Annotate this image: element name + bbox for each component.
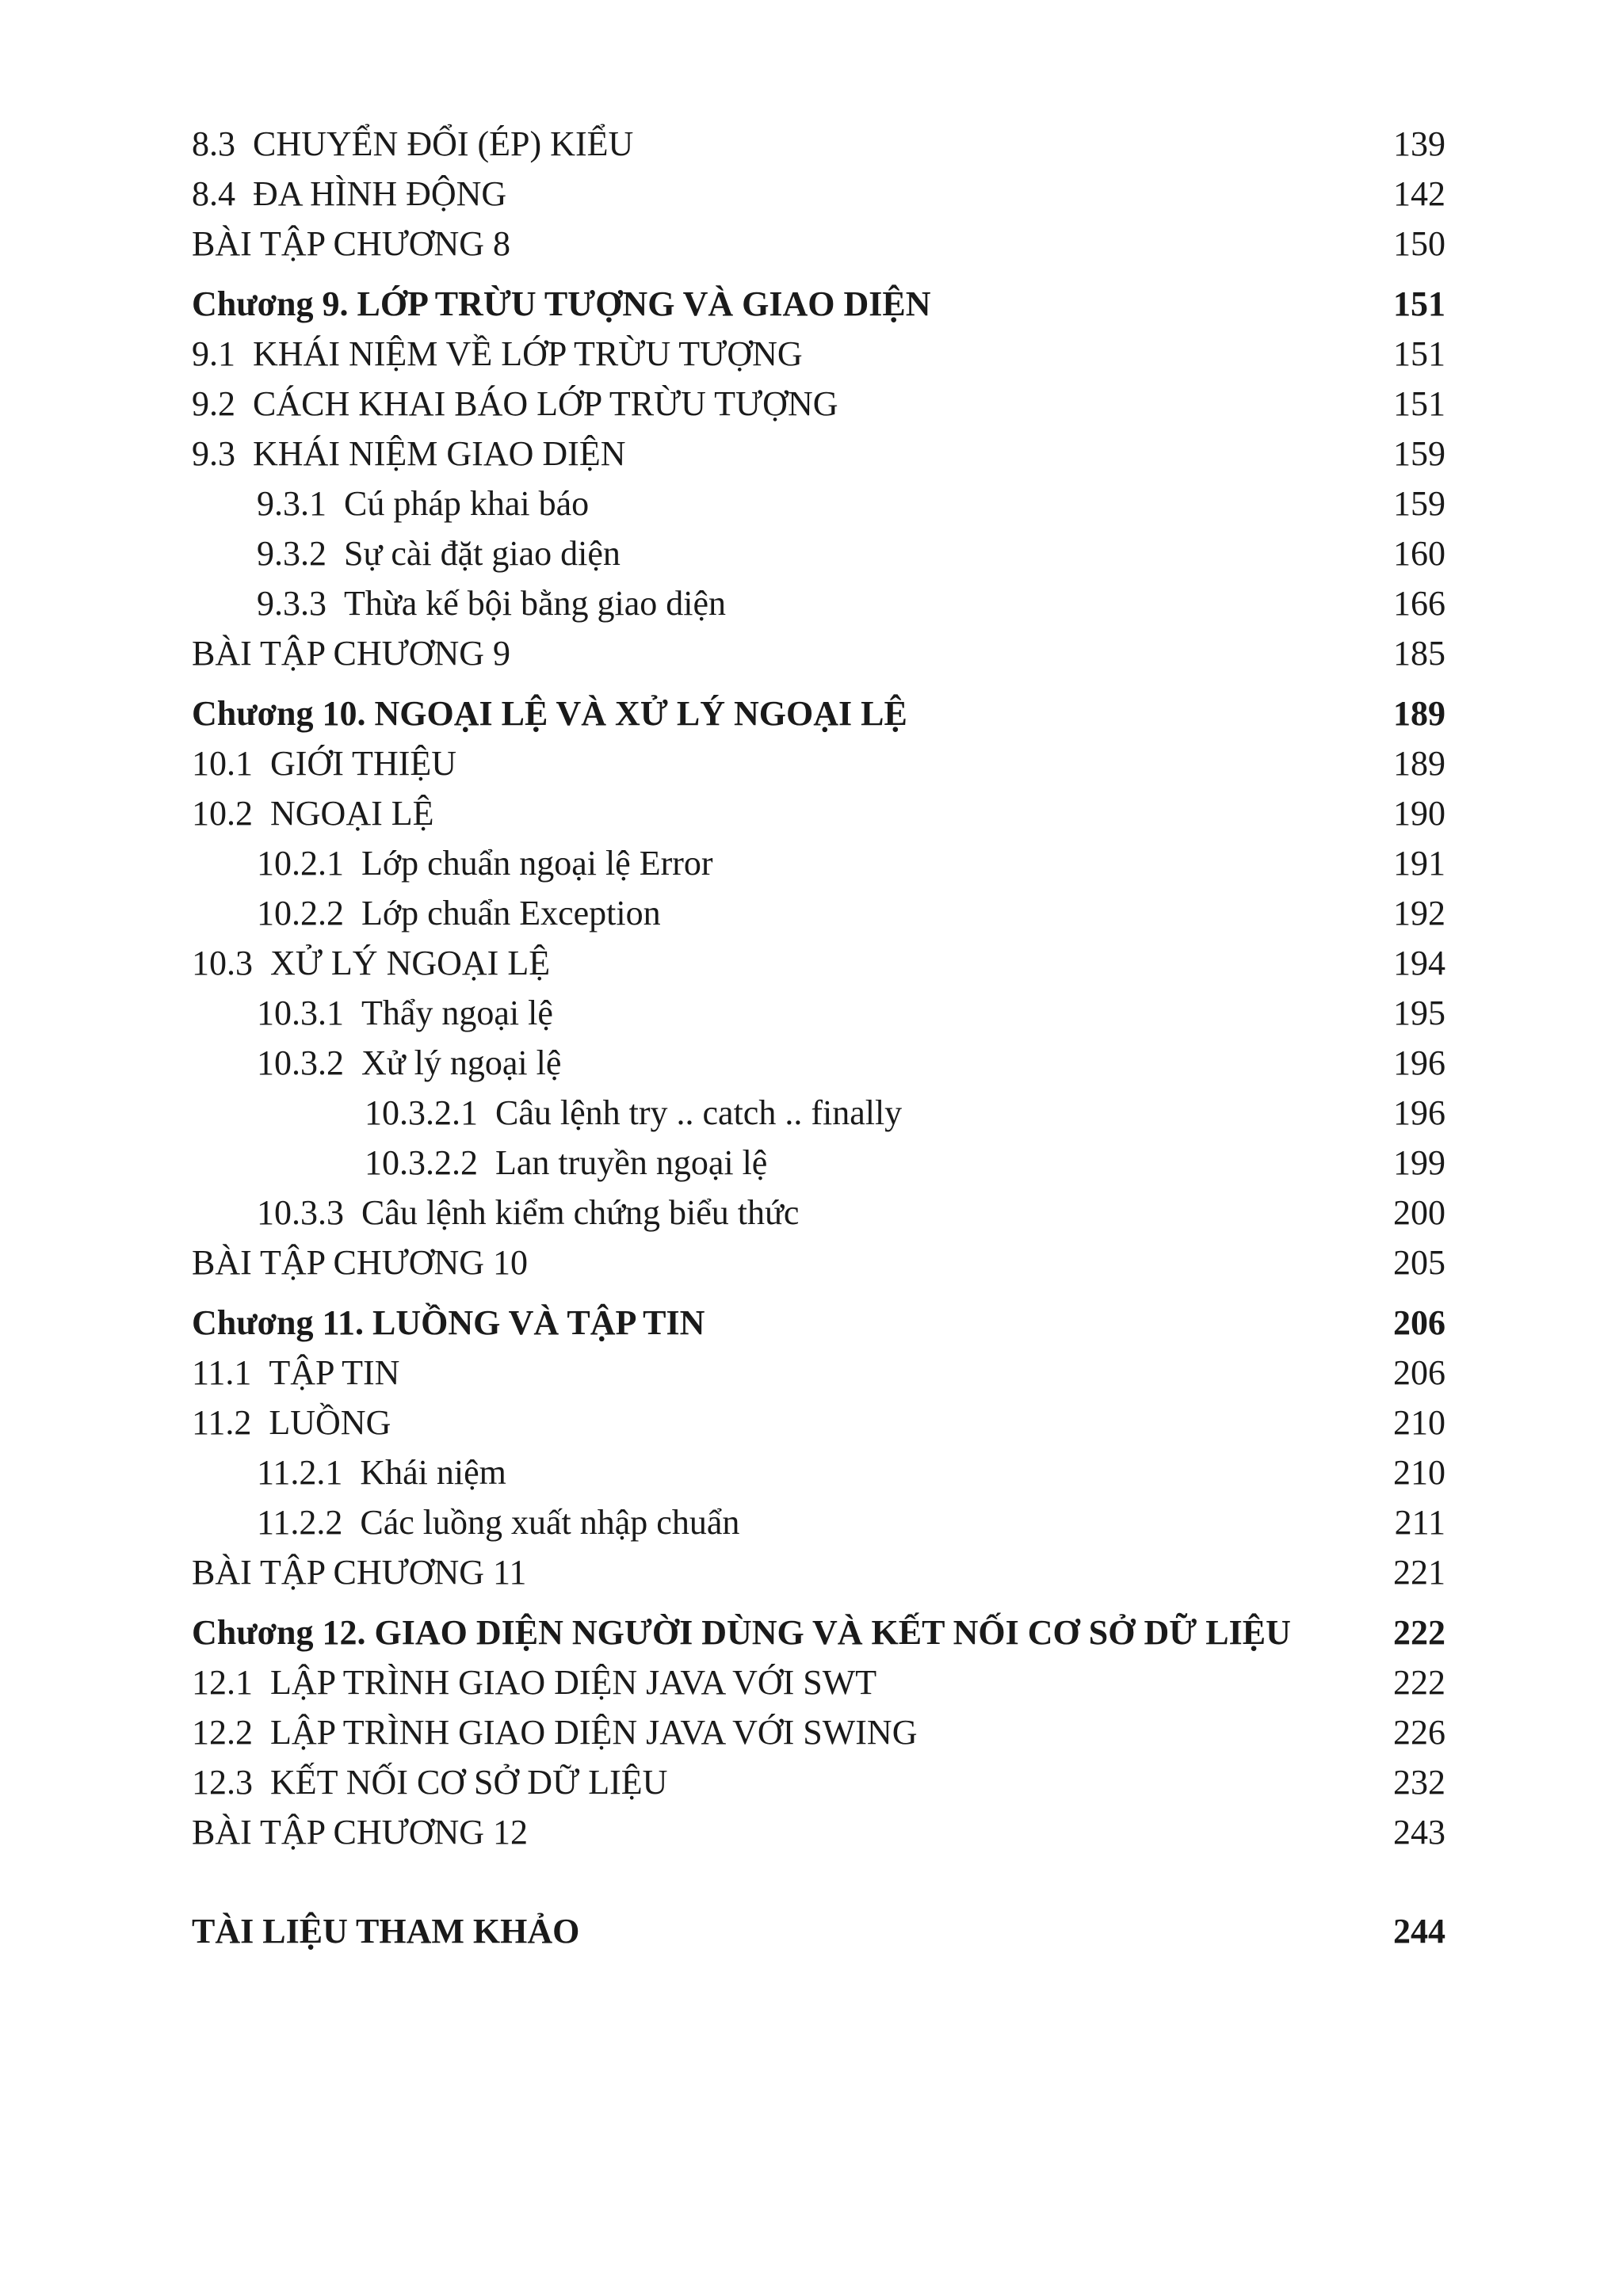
toc-entry-title: TẬP TIN bbox=[269, 1353, 400, 1392]
toc-entry-number: 9.3.2 bbox=[257, 534, 327, 573]
toc-entry-title: LẬP TRÌNH GIAO DIỆN JAVA VỚI SWT bbox=[270, 1663, 877, 1702]
toc-page-number: 206 bbox=[1393, 1303, 1445, 1342]
toc-entry-title: GIỚI THIỆU bbox=[270, 744, 457, 783]
toc-chapter-heading[interactable] bbox=[192, 279, 1445, 329]
toc-page-number: 243 bbox=[1393, 1813, 1445, 1852]
toc-section-entry[interactable] bbox=[192, 988, 1445, 1038]
toc-section-entry[interactable] bbox=[192, 888, 1445, 938]
toc-entry-number: 10.2 bbox=[192, 794, 253, 833]
toc-entry-title: KẾT NỐI CƠ SỞ DỮ LIỆU bbox=[270, 1763, 668, 1802]
toc-entry-title: Xử lý ngoại lệ bbox=[361, 1043, 562, 1082]
toc-page-number: 192 bbox=[1393, 894, 1445, 933]
toc-entry-title: ĐA HÌNH ĐỘNG bbox=[253, 174, 507, 213]
toc-entry-label bbox=[192, 1398, 391, 1447]
toc-entry-number: 10.1 bbox=[192, 744, 253, 783]
toc-exercise-entry[interactable] bbox=[192, 1547, 1445, 1597]
toc-section-entry[interactable] bbox=[192, 1348, 1445, 1398]
toc-section-entry[interactable] bbox=[192, 1657, 1445, 1707]
toc-section-entry[interactable] bbox=[192, 738, 1445, 788]
toc-page-number: 232 bbox=[1393, 1763, 1445, 1802]
toc-page-number: 191 bbox=[1393, 844, 1445, 883]
toc-entry-number: 10.3.1 bbox=[257, 994, 344, 1032]
toc-page-number: 160 bbox=[1393, 534, 1445, 573]
toc-entry-number: 10.3.3 bbox=[257, 1193, 344, 1232]
toc-entry-title: Lớp chuẩn ngoại lệ Error bbox=[361, 844, 713, 883]
toc-page-number: 150 bbox=[1393, 224, 1445, 263]
toc-page-number: 189 bbox=[1393, 694, 1445, 733]
toc-entry-title: Thừa kế bội bằng giao diện bbox=[344, 584, 727, 623]
toc-page-number: 222 bbox=[1393, 1663, 1445, 1702]
toc-section-entry[interactable] bbox=[192, 169, 1445, 219]
toc-entry-number: 9.1 bbox=[192, 334, 235, 373]
toc-page-number: 142 bbox=[1393, 174, 1445, 213]
toc-entry-number: 9.2 bbox=[192, 384, 235, 423]
toc-entry-label bbox=[192, 1238, 528, 1287]
toc-page-number: 151 bbox=[1393, 384, 1445, 423]
toc-page-number: 166 bbox=[1393, 584, 1445, 623]
toc-entry-number: 11.1 bbox=[192, 1353, 252, 1392]
toc-entry-title: BÀI TẬP CHƯƠNG 10 bbox=[192, 1243, 529, 1282]
toc-entry-title: Chương 9. LỚP TRỪU TƯỢNG VÀ GIAO DIỆN bbox=[192, 284, 931, 323]
toc-entry-label bbox=[192, 1657, 876, 1707]
toc-entry-label bbox=[192, 688, 907, 738]
toc-entry-label bbox=[257, 479, 589, 528]
toc-page-number: 196 bbox=[1393, 1043, 1445, 1082]
toc-section-entry[interactable] bbox=[192, 1707, 1445, 1757]
toc-chapter-heading[interactable] bbox=[192, 688, 1445, 738]
toc-entry-title: LUỒNG bbox=[269, 1403, 391, 1442]
toc-entry-number: 9.3 bbox=[192, 434, 235, 473]
toc-entry-label bbox=[257, 1447, 506, 1497]
toc-entry-label bbox=[192, 169, 506, 219]
toc-entry-number: 9.3.3 bbox=[257, 584, 327, 623]
toc-entry-title: CÁCH KHAI BÁO LỚP TRỪU TƯỢNG bbox=[253, 384, 838, 423]
toc-entry-label bbox=[192, 628, 510, 678]
toc-page-number: 200 bbox=[1393, 1193, 1445, 1232]
toc-exercise-entry[interactable] bbox=[192, 1807, 1445, 1857]
toc-entry-title: CHUYỂN ĐỔI (ÉP) KIỂU bbox=[253, 124, 634, 163]
toc-exercise-entry[interactable] bbox=[192, 219, 1445, 269]
toc-entry-number: 8.4 bbox=[192, 174, 235, 213]
toc-entry-label bbox=[192, 738, 456, 788]
toc-entry-number: 12.2 bbox=[192, 1713, 253, 1752]
toc-section-entry[interactable] bbox=[192, 1088, 1445, 1138]
toc-entry-number: 11.2.1 bbox=[257, 1453, 343, 1492]
toc-page-number: 226 bbox=[1393, 1713, 1445, 1752]
toc-page-number: 196 bbox=[1393, 1093, 1445, 1132]
toc-section-entry[interactable] bbox=[192, 1398, 1445, 1447]
toc-entry-title: Chương 10. NGOẠI LỆ VÀ XỬ LÝ NGOẠI LỆ bbox=[192, 694, 907, 733]
toc-page-number: 159 bbox=[1393, 434, 1445, 473]
toc-entry-number: 10.3 bbox=[192, 944, 253, 982]
toc-entry-title: Câu lệnh try .. catch .. finally bbox=[495, 1093, 903, 1132]
toc-entry-title: Các luồng xuất nhập chuẩn bbox=[360, 1503, 740, 1542]
toc-page-number: 210 bbox=[1393, 1403, 1445, 1442]
toc-section-entry[interactable] bbox=[192, 329, 1445, 379]
toc-section-entry[interactable] bbox=[192, 838, 1445, 888]
toc-exercise-entry[interactable] bbox=[192, 628, 1445, 678]
toc-entry-label bbox=[192, 1906, 579, 1956]
table-of-contents bbox=[192, 119, 1445, 1956]
toc-entry-title: Khái niệm bbox=[360, 1453, 506, 1492]
toc-entry-title: Cú pháp khai báo bbox=[344, 484, 590, 523]
toc-entry-title: XỬ LÝ NGOẠI LỆ bbox=[270, 944, 551, 982]
toc-section-entry[interactable] bbox=[192, 788, 1445, 838]
toc-entry-title: KHÁI NIỆM GIAO DIỆN bbox=[253, 434, 626, 473]
toc-entry-label bbox=[192, 1707, 917, 1757]
toc-page-number: 189 bbox=[1393, 744, 1445, 783]
toc-section-entry[interactable] bbox=[192, 119, 1445, 169]
toc-references-entry[interactable] bbox=[192, 1906, 1445, 1956]
toc-page-number: 221 bbox=[1393, 1553, 1445, 1592]
toc-entry-number: 8.3 bbox=[192, 124, 235, 163]
toc-entry-title: Câu lệnh kiểm chứng biểu thức bbox=[361, 1193, 800, 1232]
toc-chapter-heading[interactable] bbox=[192, 1608, 1445, 1657]
toc-entry-title: TÀI LIỆU THAM KHẢO bbox=[192, 1912, 580, 1951]
toc-entry-label bbox=[192, 1608, 1291, 1657]
toc-section-entry[interactable] bbox=[192, 578, 1445, 628]
toc-page-number: 244 bbox=[1393, 1912, 1445, 1951]
toc-entry-label bbox=[192, 279, 931, 329]
toc-entry-label bbox=[257, 1038, 561, 1088]
toc-entry-title: BÀI TẬP CHƯƠNG 12 bbox=[192, 1813, 529, 1852]
toc-entry-title: BÀI TẬP CHƯƠNG 11 bbox=[192, 1553, 527, 1592]
toc-entry-label bbox=[257, 1188, 799, 1238]
toc-entry-title: Lan truyền ngoại lệ bbox=[495, 1143, 768, 1182]
toc-entry-label bbox=[192, 1807, 528, 1857]
toc-entry-number: 12.3 bbox=[192, 1763, 253, 1802]
toc-entry-title: LẬP TRÌNH GIAO DIỆN JAVA VỚI SWING bbox=[270, 1713, 918, 1752]
toc-section-entry[interactable] bbox=[192, 528, 1445, 578]
toc-page-number: 205 bbox=[1393, 1243, 1445, 1282]
toc-entry-label bbox=[257, 528, 621, 578]
toc-entry-number: 12.1 bbox=[192, 1663, 253, 1702]
toc-entry-title: BÀI TẬP CHƯƠNG 9 bbox=[192, 634, 511, 673]
toc-entry-label bbox=[192, 429, 625, 479]
toc-entry-title: Lớp chuẩn Exception bbox=[361, 894, 661, 933]
toc-entry-title: Chương 12. GIAO DIỆN NGƯỜI DÙNG VÀ KẾT NỐI CƠ SỞ DỮ LIỆU bbox=[192, 1613, 1291, 1652]
toc-entry-title: BÀI TẬP CHƯƠNG 8 bbox=[192, 224, 511, 263]
toc-entry-title: Chương 11. LUỒNG VÀ TẬP TIN bbox=[192, 1303, 705, 1342]
toc-entry-label bbox=[192, 329, 803, 379]
toc-entry-label bbox=[192, 219, 510, 269]
toc-section-entry[interactable] bbox=[192, 1497, 1445, 1547]
toc-entry-title: Thẩy ngoại lệ bbox=[361, 994, 553, 1032]
toc-entry-label bbox=[192, 938, 550, 988]
toc-entry-number: 9.3.1 bbox=[257, 484, 327, 523]
toc-entry-number: 10.2.2 bbox=[257, 894, 344, 933]
toc-page-number: 195 bbox=[1393, 994, 1445, 1032]
toc-entry-label bbox=[365, 1138, 767, 1188]
toc-page-number: 210 bbox=[1393, 1453, 1445, 1492]
toc-entry-title: Sự cài đặt giao diện bbox=[344, 534, 621, 573]
toc-entry-label bbox=[257, 838, 713, 888]
toc-entry-label bbox=[257, 888, 661, 938]
toc-page-number: 139 bbox=[1393, 124, 1445, 163]
toc-entry-number: 10.2.1 bbox=[257, 844, 344, 883]
toc-section-entry[interactable] bbox=[192, 1038, 1445, 1088]
toc-section-entry[interactable] bbox=[192, 1447, 1445, 1497]
toc-page-number: 222 bbox=[1393, 1613, 1445, 1652]
toc-page-number: 185 bbox=[1393, 634, 1445, 673]
toc-section-entry[interactable] bbox=[192, 479, 1445, 528]
toc-exercise-entry[interactable] bbox=[192, 1238, 1445, 1287]
toc-entry-number: 11.2.2 bbox=[257, 1503, 343, 1542]
toc-section-entry[interactable] bbox=[192, 938, 1445, 988]
toc-chapter-heading[interactable] bbox=[192, 1298, 1445, 1348]
toc-page-number: 159 bbox=[1393, 484, 1445, 523]
toc-entry-label bbox=[192, 1348, 399, 1398]
toc-page-number: 194 bbox=[1393, 944, 1445, 982]
toc-page-number: 211 bbox=[1394, 1503, 1445, 1542]
toc-entry-label bbox=[365, 1088, 902, 1138]
toc-entry-number: 10.3.2 bbox=[257, 1043, 344, 1082]
toc-page-number: 206 bbox=[1393, 1353, 1445, 1392]
toc-entry-label bbox=[192, 1298, 705, 1348]
toc-entry-label bbox=[192, 119, 633, 169]
toc-entry-label bbox=[192, 788, 434, 838]
toc-section-entry[interactable] bbox=[192, 379, 1445, 429]
toc-section-entry[interactable] bbox=[192, 1138, 1445, 1188]
toc-entry-label bbox=[257, 988, 553, 1038]
toc-entry-number: 10.3.2.2 bbox=[365, 1143, 478, 1182]
toc-entry-label bbox=[192, 1757, 667, 1807]
toc-page-number: 151 bbox=[1393, 334, 1445, 373]
toc-section-entry[interactable] bbox=[192, 429, 1445, 479]
toc-entry-title: KHÁI NIỆM VỀ LỚP TRỪU TƯỢNG bbox=[253, 334, 803, 373]
toc-section-entry[interactable] bbox=[192, 1188, 1445, 1238]
toc-section-entry[interactable] bbox=[192, 1757, 1445, 1807]
toc-entry-label bbox=[192, 379, 838, 429]
toc-entry-label bbox=[192, 1547, 526, 1597]
toc-entry-label bbox=[257, 578, 726, 628]
toc-page-number: 199 bbox=[1393, 1143, 1445, 1182]
toc-entry-number: 10.3.2.1 bbox=[365, 1093, 478, 1132]
toc-entry-title: NGOẠI LỆ bbox=[270, 794, 434, 833]
toc-entry-label bbox=[257, 1497, 739, 1547]
toc-page-number: 190 bbox=[1393, 794, 1445, 833]
toc-entry-number: 11.2 bbox=[192, 1403, 252, 1442]
toc-page-number: 151 bbox=[1393, 284, 1445, 323]
